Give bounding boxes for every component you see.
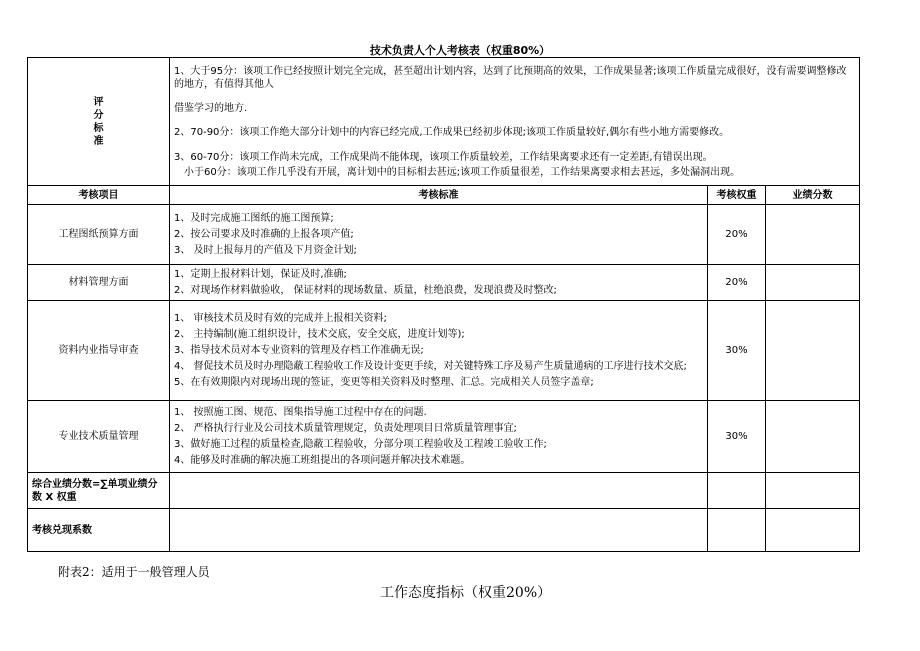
row-item: 材料管理方面 bbox=[28, 265, 170, 301]
section-subtitle: 工作态度指标（权重20%） bbox=[380, 585, 552, 601]
grading-line: 3、60-70分：该项工作尚未完成，工作成果尚不能体现，该项工作质量较差，工作结果离要求还有一定差距,有错误出现。 bbox=[174, 151, 713, 163]
summary-row bbox=[28, 473, 860, 509]
appraisal-table bbox=[27, 57, 860, 552]
grading-label: 评 分 标 准 bbox=[28, 58, 170, 186]
appendix-note: 附表2：适用于一般管理人员 bbox=[58, 565, 210, 579]
row-score[interactable] bbox=[766, 265, 860, 301]
row-criteria: 1、及时完成施工图纸的施工图预算; 2、按公司要求及时准确的上报各项产值; 3、 及时上报每月的产值及下月资金计划; bbox=[170, 205, 708, 265]
header-standard: 考核标准 bbox=[170, 186, 708, 205]
row-item: 专业技术质量管理 bbox=[28, 401, 170, 473]
coefficient-label: 考核兑现系数 bbox=[28, 509, 170, 552]
grading-criteria bbox=[170, 58, 860, 186]
row-criteria: 1、 按照施工图、规范、图集指导施工过程中存在的问题. 2、 严格执行行业及公司技术质量管理规定，负责处理项目日常质量管理事宜; 3、做好施工过程的质量检查,隐蔽工程验收，分部分项工程验收及工程竣工验收工作; 4、能够及时准确的解决施工班组提出的各项问题并解决技术难题。 bbox=[170, 401, 708, 473]
row-weight: 20% bbox=[708, 205, 766, 265]
grading-line: 借鉴学习的地方. bbox=[174, 102, 248, 114]
table-row bbox=[28, 401, 860, 473]
coefficient-score[interactable] bbox=[766, 509, 860, 552]
header-weight: 考核权重 bbox=[708, 186, 766, 205]
grading-line: 1、大于95分：该项工作已经按照计划完全完成，甚至超出计划内容，达到了比预期高的效果，工作成果显著;该项工作质量完成很好，没有需要调整修改的地方，有值得其他人 bbox=[174, 65, 847, 90]
row-criteria: 1、定期上报材料计划，保证及时,准确; 2、对现场作材料做验收， 保证材料的现场数量、质量，杜绝浪费，发现浪费及时整改; bbox=[170, 265, 708, 301]
row-weight: 30% bbox=[708, 401, 766, 473]
total-score-score[interactable] bbox=[766, 473, 860, 509]
grading-line: 小于60分：该项工作几乎没有开展，离计划中的目标相去甚远;该项工作质量很差，工作结果离要求相去甚远，多处漏洞出现。 bbox=[184, 166, 741, 178]
row-score[interactable] bbox=[766, 401, 860, 473]
total-score-value[interactable] bbox=[170, 473, 708, 509]
table-row bbox=[28, 301, 860, 401]
grading-line: 2、70-90分：该项工作绝大部分计划中的内容已经完成,工作成果已经初步体现;该项工作质量较好,偶尔有些小地方需要修改。 bbox=[174, 126, 730, 138]
row-weight: 30% bbox=[708, 301, 766, 401]
header-item: 考核项目 bbox=[28, 186, 170, 205]
row-item: 工程图纸预算方面 bbox=[28, 205, 170, 265]
row-score[interactable] bbox=[766, 205, 860, 265]
coefficient-value[interactable] bbox=[170, 509, 708, 552]
total-score-label: 综合业绩分数=∑单项业绩分数 X 权重 bbox=[28, 473, 170, 509]
row-item: 资料内业指导审查 bbox=[28, 301, 170, 401]
page-title: 技术负责人个人考核表（权重80%） bbox=[369, 44, 551, 57]
table-row bbox=[28, 205, 860, 265]
header-score: 业绩分数 bbox=[766, 186, 860, 205]
table-row bbox=[28, 265, 860, 301]
row-weight: 20% bbox=[708, 265, 766, 301]
row-criteria: 1、 审核技术员及时有效的完成并上报相关资料; 2、 主持编制(施工组织设计，技术交底，安全交底，进度计划等); 3、指导技术员对本专业资料的管理及存档工作准确无误; 4、 督促技术员及时办理隐蔽工程验收工作及设计变更手续，对关键特殊工序及易产生质量通病的工序进行技术交底; 5、在有效期限内对现场出现的签证，变更等相关资料及时整理、汇总。完成相关人员签字盖章; bbox=[170, 301, 708, 401]
row-score[interactable] bbox=[766, 301, 860, 401]
coef-row bbox=[28, 509, 860, 552]
coefficient-weight bbox=[708, 509, 766, 552]
total-score-weight bbox=[708, 473, 766, 509]
